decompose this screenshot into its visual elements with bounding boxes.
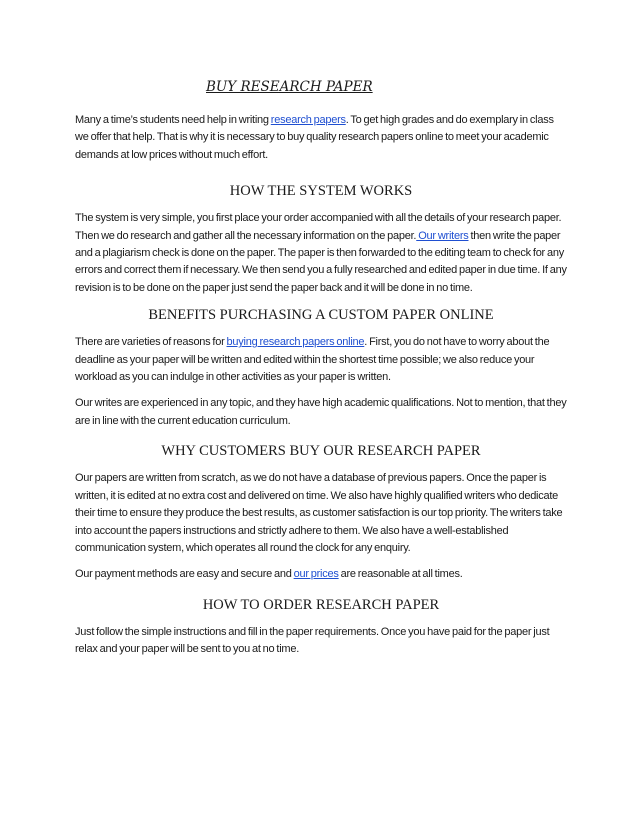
heading-how-system-works: HOW THE SYSTEM WORKS — [229, 183, 413, 200]
benefits-text-start: There are varieties of reasons for — [75, 336, 227, 349]
payment-text-end: are reasonable at all times. — [338, 568, 463, 581]
buying-research-papers-link[interactable]: buying research papers online — [226, 336, 365, 349]
page-title: BUY RESEARCH PAPER — [206, 79, 373, 95]
system-works-text-end: then write the paper and a plagiarism check is done on the paper. The paper is then forwarded to the editing team to check for any errors and correct them if necessary. We then send you a fully researched and edited paper in due time. If any revision is to be done on the paper just send the paper back and it will be done in no time. — [75, 229, 567, 294]
why-customers-paragraph-1: Our papers are written from scratch, as we do not have a database of previous papers. Once the paper is written, it is edited at no extra cost and delivered on time. We also have highly qualified writers who dedicate their time to ensure they produce the best results, as customer satisfaction is our top priority. The writers take into account the papers instructions and strictly adhere to them. We also have a well-established communication system, which operates all round the clock for any enquiry. — [75, 472, 563, 554]
our-writers-link[interactable]: Our writers — [416, 229, 469, 242]
intro-text-end: . To get high grades and do exemplary in class we offer that help. That is why it is necessary to buy quality research papers online to meet your academic demands at low prices without much effort. — [75, 114, 554, 161]
benefits-paragraph-2: Our writes are experienced in any topic, and they have high academic qualifications. Not to mention, that they are in line with the current education curriculum. — [75, 397, 567, 427]
payment-text-start: Our payment methods are easy and secure and — [75, 568, 294, 581]
intro-text-start: Many a time’s students need help in writing — [75, 114, 271, 126]
heading-why-customers: WHY CUSTOMERS BUY OUR RESEARCH PAPER — [161, 443, 481, 460]
system-works-paragraph — [75, 210, 567, 297]
document-content — [75, 78, 567, 659]
intro-paragraph — [75, 112, 567, 164]
heading-benefits: BENEFITS PURCHASING A CUSTOM PAPER ONLINE — [148, 307, 494, 324]
heading-how-to-order: HOW TO ORDER RESEARCH PAPER — [202, 596, 440, 613]
our-prices-link[interactable]: our prices — [293, 568, 339, 581]
how-to-order-paragraph: Just follow the simple instructions and fill in the paper requirements. Once you have paid for the paper just relax and your paper will be sent to you at no time. — [75, 625, 550, 656]
system-works-text-start: The system is very simple, you first place your order accompanied with all the details of your research paper. Then we do research and gather all the necessary information on the paper. — [75, 212, 562, 242]
why-customers-paragraph-2 — [75, 566, 567, 583]
benefits-text-end: . First, you do not have to worry about the deadline as your paper will be written and edited within the shortest time possible; we also reduce your workload as you can indulge in other activities as your paper is written. — [75, 336, 550, 384]
research-papers-link[interactable]: research papers — [270, 114, 346, 126]
benefits-paragraph-1 — [75, 334, 567, 386]
